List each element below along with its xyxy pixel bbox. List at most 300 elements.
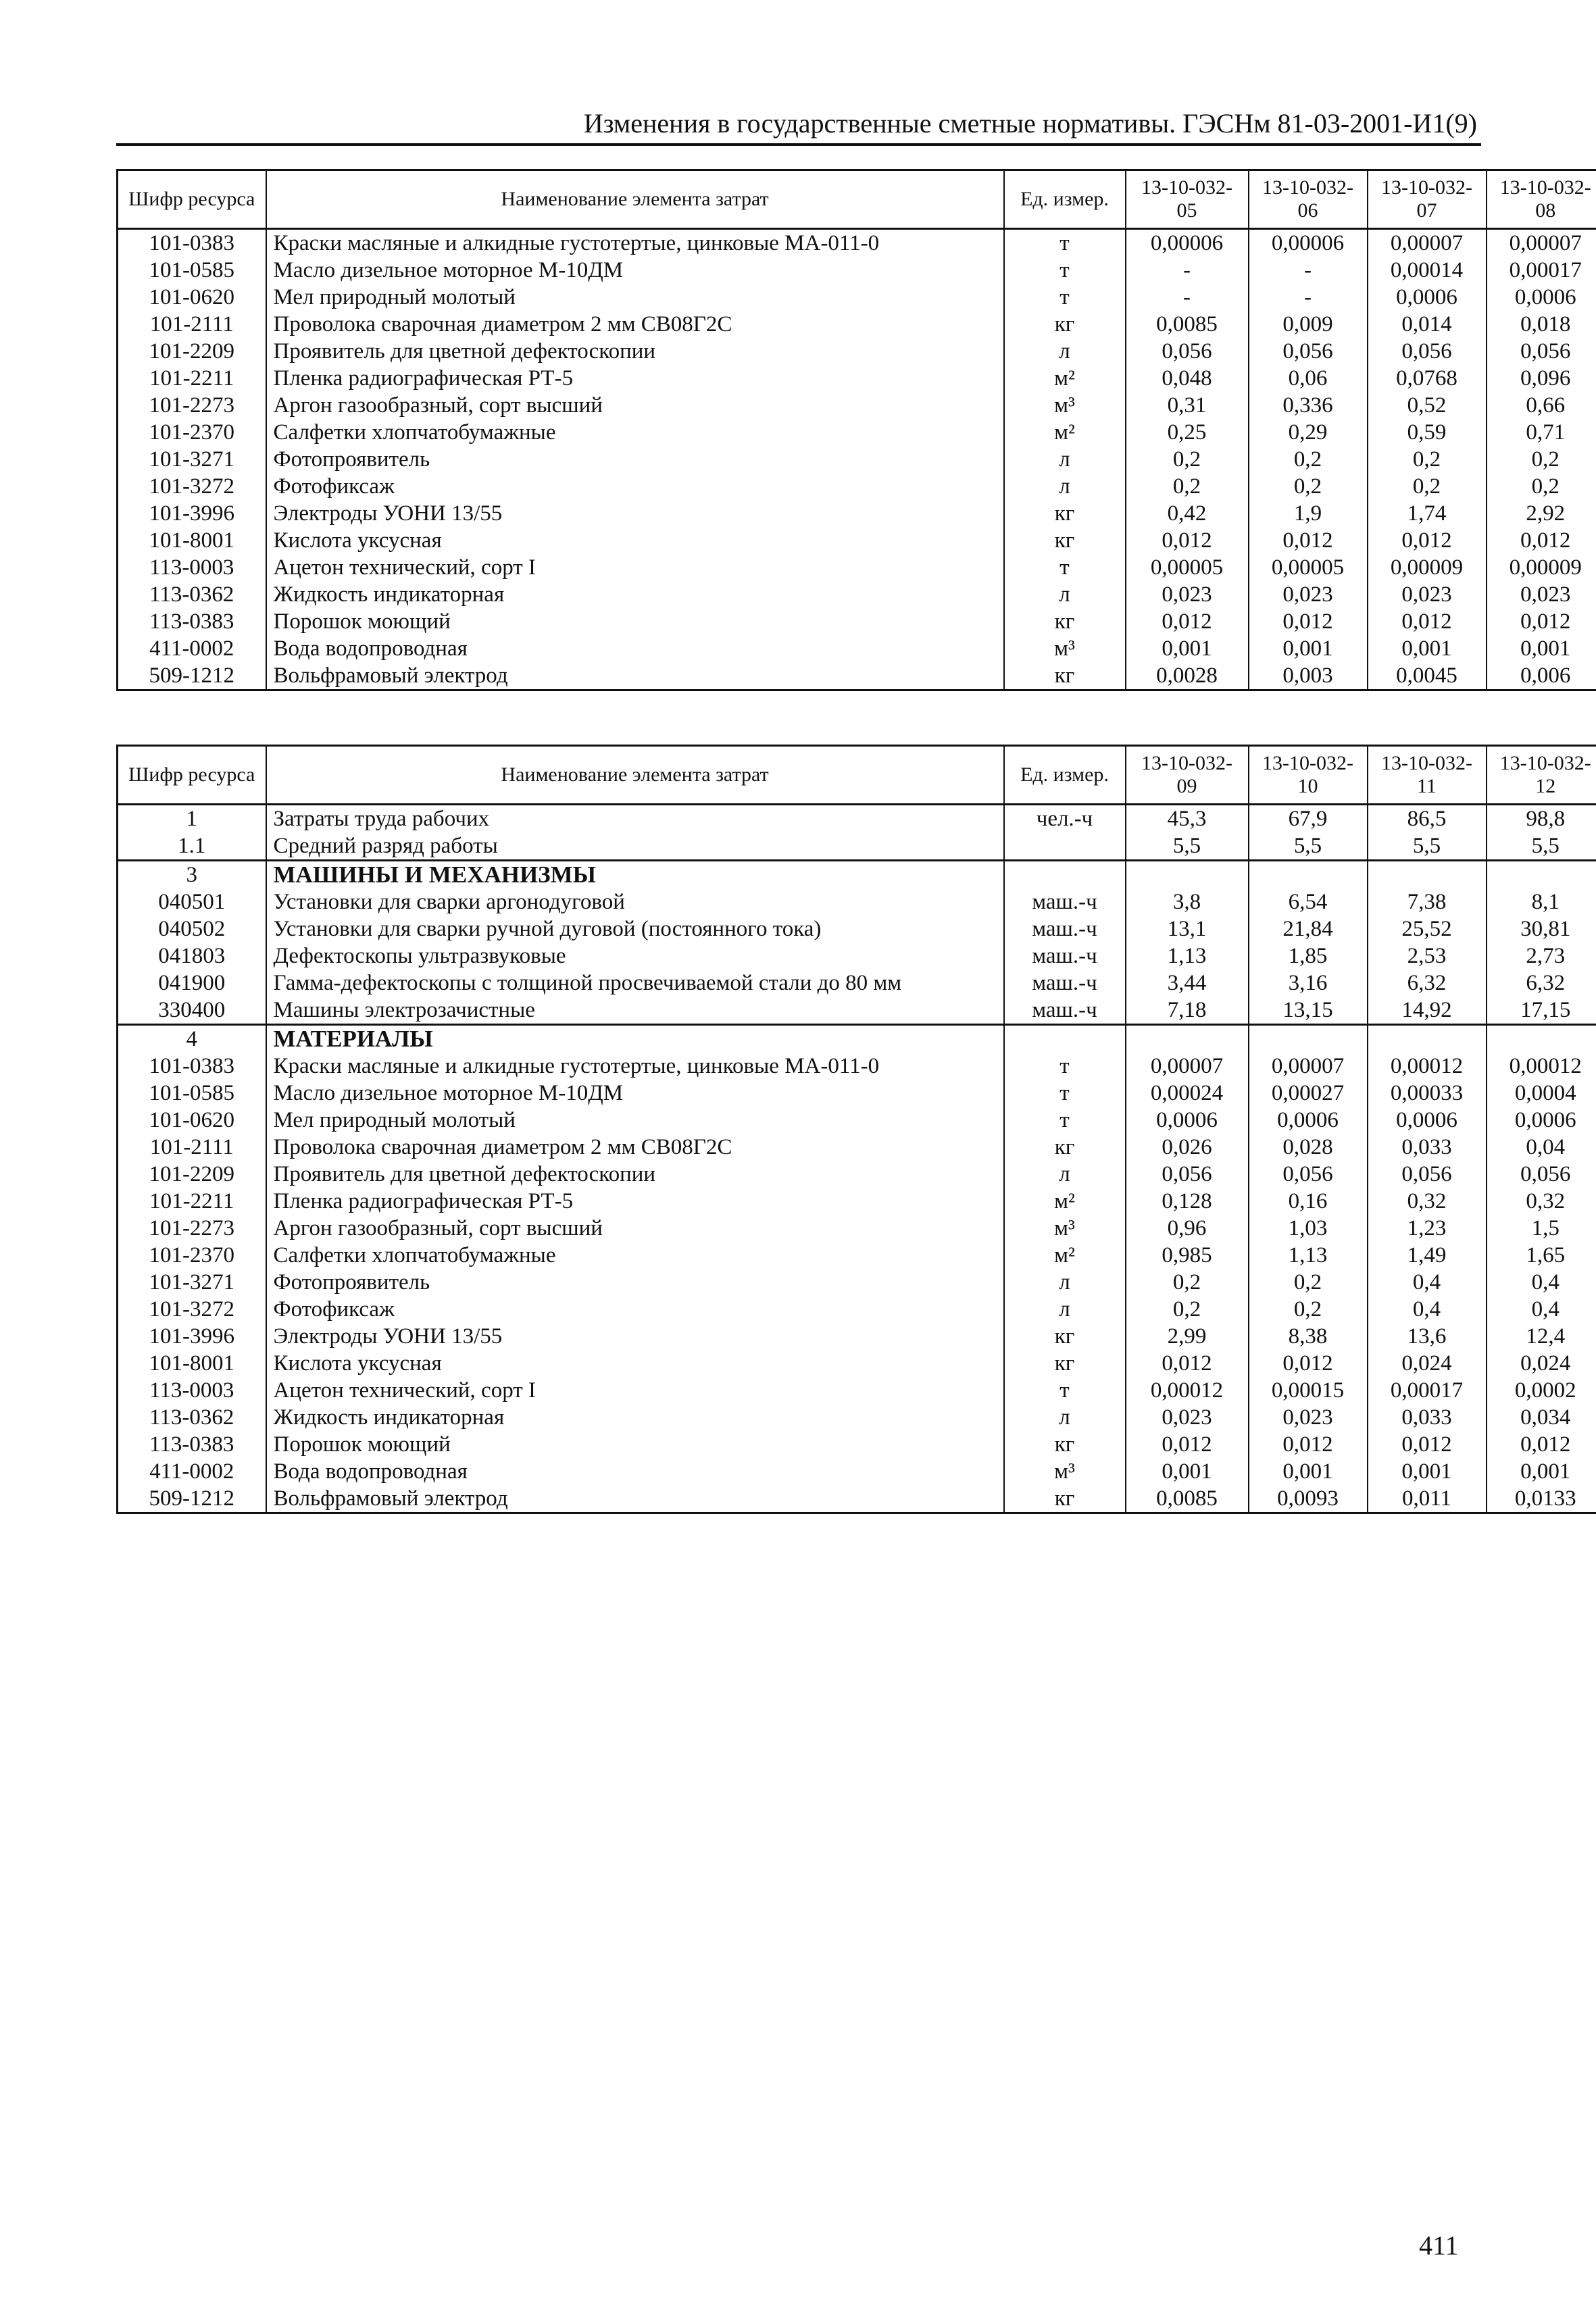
value-cell: 0,00017: [1368, 1377, 1487, 1404]
resource-name-cell: Установки для сварки аргонодуговой: [266, 888, 1004, 915]
unit-cell: л: [1004, 1296, 1126, 1323]
value-cell: 0,0085: [1126, 1485, 1249, 1513]
unit-cell: л: [1004, 338, 1126, 365]
table-row: [118, 1323, 1596, 1350]
value-cell: 0,2: [1487, 473, 1596, 500]
column-header-code: Шифр ресурса: [118, 746, 266, 805]
value-cell: 30,81: [1487, 915, 1596, 942]
table-row: [118, 1431, 1596, 1458]
unit-cell: т: [1004, 284, 1126, 311]
value-cell: 0,0045: [1368, 662, 1487, 690]
resource-name-cell: Гамма-дефектоскопы с толщиной просвечиваемой стали до 80 мм: [266, 970, 1004, 997]
table-header-row: [118, 746, 1596, 805]
section-row: [118, 861, 1596, 889]
value-cell: 0,00005: [1249, 554, 1368, 581]
resource-code-cell: 3: [118, 861, 266, 889]
table-row: [118, 1404, 1596, 1431]
value-cell: 98,8: [1487, 805, 1596, 833]
value-cell: 0,012: [1487, 608, 1596, 635]
value-cell: 0,056: [1126, 1161, 1249, 1188]
value-cell: 0,2: [1126, 446, 1249, 473]
column-header-norm: 13-10-032-12: [1487, 746, 1596, 805]
value-cell: 13,1: [1126, 915, 1249, 942]
value-cell: 0,0768: [1368, 365, 1487, 392]
value-cell: 86,5: [1368, 805, 1487, 833]
resource-code-cell: 101-2111: [118, 1134, 266, 1161]
resource-name-cell: Масло дизельное моторное М-10ДМ: [266, 257, 1004, 284]
value-cell: 0,012: [1487, 527, 1596, 554]
value-cell: 7,38: [1368, 888, 1487, 915]
value-cell: 14,92: [1368, 997, 1487, 1025]
unit-cell: л: [1004, 581, 1126, 608]
value-cell: [1368, 1025, 1487, 1053]
value-cell: 5,5: [1249, 832, 1368, 861]
table-row: [118, 608, 1596, 635]
value-cell: 1,13: [1249, 1242, 1368, 1269]
value-cell: 0,001: [1368, 1458, 1487, 1485]
value-cell: 0,52: [1368, 392, 1487, 419]
resource-name-cell: Проволока сварочная диаметром 2 мм СВ08Г2С: [266, 1134, 1004, 1161]
table-row: [118, 1242, 1596, 1269]
unit-cell: м²: [1004, 1242, 1126, 1269]
resource-code-cell: 101-0585: [118, 257, 266, 284]
resource-code-cell: 330400: [118, 997, 266, 1025]
value-cell: 0,0006: [1368, 284, 1487, 311]
unit-cell: [1004, 1025, 1126, 1053]
resource-name-cell: Электроды УОНИ 13/55: [266, 500, 1004, 527]
resource-name-cell: Средний разряд работы: [266, 832, 1004, 861]
column-header-norm: 13-10-032-09: [1126, 746, 1249, 805]
value-cell: 0,31: [1126, 392, 1249, 419]
value-cell: 0,2: [1249, 446, 1368, 473]
value-cell: 1,74: [1368, 500, 1487, 527]
value-cell: 13,6: [1368, 1323, 1487, 1350]
table-row: [118, 257, 1596, 284]
unit-cell: [1004, 861, 1126, 889]
resource-name-cell: Жидкость индикаторная: [266, 1404, 1004, 1431]
resource-name-cell: Вольфрамовый электрод: [266, 662, 1004, 690]
resource-name-cell: Фотофиксаж: [266, 1296, 1004, 1323]
value-cell: 0,4: [1368, 1269, 1487, 1296]
value-cell: 0,018: [1487, 311, 1596, 338]
resource-name-cell: Аргон газообразный, сорт высший: [266, 392, 1004, 419]
column-header-norm: 13-10-032-06: [1249, 170, 1368, 229]
unit-cell: кг: [1004, 1134, 1126, 1161]
resource-code-cell: 101-3996: [118, 1323, 266, 1350]
value-cell: 5,5: [1126, 832, 1249, 861]
value-cell: 0,2: [1126, 1269, 1249, 1296]
value-cell: 0,0006: [1368, 1107, 1487, 1134]
unit-cell: маш.-ч: [1004, 915, 1126, 942]
value-cell: 2,53: [1368, 942, 1487, 970]
value-cell: 0,056: [1368, 338, 1487, 365]
table-row: [118, 1107, 1596, 1134]
value-cell: 0,056: [1126, 338, 1249, 365]
resource-name-cell: Ацетон технический, сорт I: [266, 554, 1004, 581]
value-cell: 0,001: [1126, 635, 1249, 662]
value-cell: 0,16: [1249, 1188, 1368, 1215]
resource-name-cell: Фотопроявитель: [266, 446, 1004, 473]
value-cell: 0,023: [1249, 581, 1368, 608]
resource-code-cell: 101-2209: [118, 338, 266, 365]
unit-cell: чел.-ч: [1004, 805, 1126, 833]
unit-cell: т: [1004, 554, 1126, 581]
resource-code-cell: 101-2211: [118, 1188, 266, 1215]
unit-cell: кг: [1004, 1431, 1126, 1458]
value-cell: 0,012: [1249, 1350, 1368, 1377]
value-cell: 0,336: [1249, 392, 1368, 419]
value-cell: 0,023: [1126, 1404, 1249, 1431]
unit-cell: т: [1004, 1080, 1126, 1107]
resource-code-cell: 101-0383: [118, 229, 266, 257]
table-row: [118, 888, 1596, 915]
value-cell: 45,3: [1126, 805, 1249, 833]
value-cell: 0,00014: [1368, 257, 1487, 284]
value-cell: 0,06: [1249, 365, 1368, 392]
table-row: [118, 554, 1596, 581]
value-cell: 0,00007: [1487, 229, 1596, 257]
resource-code-cell: 1.1: [118, 832, 266, 861]
resource-name-cell: Салфетки хлопчатобумажные: [266, 1242, 1004, 1269]
value-cell: [1126, 861, 1249, 889]
column-header-norm: 13-10-032-11: [1368, 746, 1487, 805]
resource-code-cell: 4: [118, 1025, 266, 1053]
value-cell: 0,0002: [1487, 1377, 1596, 1404]
resource-code-cell: 101-2209: [118, 1161, 266, 1188]
value-cell: 0,001: [1368, 635, 1487, 662]
resource-name-cell: Фотопроявитель: [266, 1269, 1004, 1296]
unit-cell: т: [1004, 1053, 1126, 1080]
value-cell: 1,9: [1249, 500, 1368, 527]
value-cell: 0,048: [1126, 365, 1249, 392]
resource-name-cell: Затраты труда рабочих: [266, 805, 1004, 833]
unit-cell: л: [1004, 473, 1126, 500]
resource-name-cell: Порошок моющий: [266, 608, 1004, 635]
resource-code-cell: 509-1212: [118, 1485, 266, 1513]
resource-code-cell: 101-3272: [118, 473, 266, 500]
value-cell: 0,00012: [1487, 1053, 1596, 1080]
value-cell: 0,012: [1368, 1431, 1487, 1458]
table-row: [118, 446, 1596, 473]
value-cell: 1,85: [1249, 942, 1368, 970]
value-cell: 6,32: [1368, 970, 1487, 997]
value-cell: 2,92: [1487, 500, 1596, 527]
column-header-name: Наименование элемента затрат: [266, 170, 1004, 229]
resource-name-cell: Краски масляные и алкидные густотертые, цинковые МА-011-0: [266, 1053, 1004, 1080]
value-cell: 1,5: [1487, 1215, 1596, 1242]
value-cell: -: [1126, 257, 1249, 284]
resource-name-cell: Установки для сварки ручной дуговой (постоянного тока): [266, 915, 1004, 942]
value-cell: 0,0085: [1126, 311, 1249, 338]
unit-cell: л: [1004, 446, 1126, 473]
value-cell: 0,29: [1249, 419, 1368, 446]
unit-cell: кг: [1004, 1485, 1126, 1513]
value-cell: 1,65: [1487, 1242, 1596, 1269]
value-cell: 0,71: [1487, 419, 1596, 446]
resource-code-cell: 101-3271: [118, 446, 266, 473]
value-cell: 13,15: [1249, 997, 1368, 1025]
resource-code-cell: 101-3272: [118, 1296, 266, 1323]
value-cell: 0,00017: [1487, 257, 1596, 284]
table-row: [118, 392, 1596, 419]
value-cell: 5,5: [1368, 832, 1487, 861]
table-row: [118, 581, 1596, 608]
value-cell: 0,00007: [1126, 1053, 1249, 1080]
table-row: [118, 1377, 1596, 1404]
resource-name-cell: Вода водопроводная: [266, 1458, 1004, 1485]
value-cell: 0,024: [1487, 1350, 1596, 1377]
unit-cell: м²: [1004, 365, 1126, 392]
unit-cell: кг: [1004, 311, 1126, 338]
value-cell: 0,2: [1249, 473, 1368, 500]
value-cell: 0,056: [1368, 1161, 1487, 1188]
value-cell: 0,00009: [1368, 554, 1487, 581]
unit-cell: [1004, 832, 1126, 861]
page-header: [116, 101, 1481, 146]
value-cell: -: [1249, 284, 1368, 311]
resource-name-cell: Пленка радиографическая РТ-5: [266, 365, 1004, 392]
value-cell: [1249, 1025, 1368, 1053]
unit-cell: кг: [1004, 662, 1126, 690]
unit-cell: т: [1004, 1377, 1126, 1404]
value-cell: 12,4: [1487, 1323, 1596, 1350]
value-cell: 0,32: [1368, 1188, 1487, 1215]
value-cell: 0,012: [1249, 608, 1368, 635]
norms-table-1: [116, 169, 1596, 691]
value-cell: 1,23: [1368, 1215, 1487, 1242]
table-row: [118, 1296, 1596, 1323]
value-cell: 0,012: [1126, 1350, 1249, 1377]
table-row: [118, 311, 1596, 338]
norms-table-2: [116, 745, 1596, 1514]
value-cell: 0,001: [1126, 1458, 1249, 1485]
value-cell: 0,00027: [1249, 1080, 1368, 1107]
resource-name-cell: Кислота уксусная: [266, 527, 1004, 554]
column-header-unit: Ед. измер.: [1004, 746, 1126, 805]
column-header-norm: 13-10-032-05: [1126, 170, 1249, 229]
resource-code-cell: 1: [118, 805, 266, 833]
value-cell: 3,44: [1126, 970, 1249, 997]
value-cell: 0,012: [1249, 527, 1368, 554]
value-cell: 0,011: [1368, 1485, 1487, 1513]
resource-code-cell: 101-8001: [118, 527, 266, 554]
resource-name-cell: Машины электрозачистные: [266, 997, 1004, 1025]
value-cell: 0,0006: [1487, 1107, 1596, 1134]
value-cell: 0,66: [1487, 392, 1596, 419]
unit-cell: кг: [1004, 1323, 1126, 1350]
value-cell: 0,00007: [1249, 1053, 1368, 1080]
table-row: [118, 1350, 1596, 1377]
resource-code-cell: 101-8001: [118, 1350, 266, 1377]
value-cell: -: [1126, 284, 1249, 311]
value-cell: 0,00005: [1126, 554, 1249, 581]
value-cell: 0,128: [1126, 1188, 1249, 1215]
resource-name-cell: Проявитель для цветной дефектоскопии: [266, 1161, 1004, 1188]
section-row: [118, 1025, 1596, 1053]
value-cell: 1,49: [1368, 1242, 1487, 1269]
value-cell: 0,25: [1126, 419, 1249, 446]
table-row: [118, 662, 1596, 690]
resource-name-cell: Мел природный молотый: [266, 1107, 1004, 1134]
resource-code-cell: 113-0383: [118, 1431, 266, 1458]
value-cell: 0,04: [1487, 1134, 1596, 1161]
value-cell: 0,4: [1368, 1296, 1487, 1323]
value-cell: 0,96: [1126, 1215, 1249, 1242]
value-cell: 0,024: [1368, 1350, 1487, 1377]
resource-name-cell: Электроды УОНИ 13/55: [266, 1323, 1004, 1350]
value-cell: 0,012: [1487, 1431, 1596, 1458]
value-cell: 0,00012: [1126, 1377, 1249, 1404]
value-cell: 3,16: [1249, 970, 1368, 997]
value-cell: 0,023: [1126, 581, 1249, 608]
value-cell: 7,18: [1126, 997, 1249, 1025]
resource-name-cell: Аргон газообразный, сорт высший: [266, 1215, 1004, 1242]
resource-name-cell: Проволока сварочная диаметром 2 мм СВ08Г2С: [266, 311, 1004, 338]
resource-name-cell: МАТЕРИАЛЫ: [266, 1025, 1004, 1053]
column-header-norm: 13-10-032-07: [1368, 170, 1487, 229]
value-cell: 0,00006: [1126, 229, 1249, 257]
document-title: Изменения в государственные сметные нормативы. ГЭСНм 81-03-2001-И1(9): [583, 108, 1477, 139]
resource-code-cell: 113-0003: [118, 554, 266, 581]
value-cell: 0,2: [1487, 446, 1596, 473]
table-row: [118, 1053, 1596, 1080]
unit-cell: т: [1004, 257, 1126, 284]
table-row: [118, 942, 1596, 970]
value-cell: 0,012: [1368, 608, 1487, 635]
value-cell: 0,009: [1249, 311, 1368, 338]
value-cell: 0,42: [1126, 500, 1249, 527]
resource-code-cell: 113-0383: [118, 608, 266, 635]
table-row: [118, 1161, 1596, 1188]
value-cell: 0,001: [1249, 1458, 1368, 1485]
value-cell: -: [1249, 257, 1368, 284]
value-cell: 0,023: [1368, 581, 1487, 608]
value-cell: 0,012: [1126, 1431, 1249, 1458]
value-cell: 0,028: [1249, 1134, 1368, 1161]
value-cell: 0,00012: [1368, 1053, 1487, 1080]
column-header-code: Шифр ресурса: [118, 170, 266, 229]
value-cell: [1126, 1025, 1249, 1053]
unit-cell: л: [1004, 1161, 1126, 1188]
resource-code-cell: 101-2370: [118, 1242, 266, 1269]
value-cell: 3,8: [1126, 888, 1249, 915]
value-cell: [1249, 861, 1368, 889]
unit-cell: м³: [1004, 392, 1126, 419]
table-row: [118, 1215, 1596, 1242]
value-cell: 0,985: [1126, 1242, 1249, 1269]
value-cell: 2,99: [1126, 1323, 1249, 1350]
value-cell: 0,2: [1368, 473, 1487, 500]
value-cell: 0,0133: [1487, 1485, 1596, 1513]
value-cell: 0,0093: [1249, 1485, 1368, 1513]
table-row: [118, 527, 1596, 554]
value-cell: 1,13: [1126, 942, 1249, 970]
unit-cell: кг: [1004, 1350, 1126, 1377]
value-cell: 8,38: [1249, 1323, 1368, 1350]
resource-name-cell: Дефектоскопы ультразвуковые: [266, 942, 1004, 970]
value-cell: 0,001: [1487, 635, 1596, 662]
resource-name-cell: Порошок моющий: [266, 1431, 1004, 1458]
table-row: [118, 1134, 1596, 1161]
resource-code-cell: 101-0585: [118, 1080, 266, 1107]
value-cell: 0,033: [1368, 1134, 1487, 1161]
value-cell: 0,2: [1249, 1269, 1368, 1296]
table-row: [118, 284, 1596, 311]
table-row: [118, 419, 1596, 446]
value-cell: 0,0006: [1487, 284, 1596, 311]
table-row: [118, 1269, 1596, 1296]
unit-cell: маш.-ч: [1004, 997, 1126, 1025]
value-cell: [1487, 861, 1596, 889]
table-row: [118, 997, 1596, 1025]
unit-cell: м³: [1004, 1458, 1126, 1485]
value-cell: 0,012: [1126, 527, 1249, 554]
unit-cell: кг: [1004, 500, 1126, 527]
value-cell: 67,9: [1249, 805, 1368, 833]
table-row: [118, 1458, 1596, 1485]
table-row: [118, 1485, 1596, 1513]
value-cell: 0,00015: [1249, 1377, 1368, 1404]
resource-code-cell: 101-3271: [118, 1269, 266, 1296]
unit-cell: кг: [1004, 527, 1126, 554]
unit-cell: м²: [1004, 1188, 1126, 1215]
unit-cell: л: [1004, 1404, 1126, 1431]
table-row: [118, 365, 1596, 392]
value-cell: 0,2: [1368, 446, 1487, 473]
value-cell: 0,00033: [1368, 1080, 1487, 1107]
value-cell: 0,012: [1368, 527, 1487, 554]
resource-name-cell: Вольфрамовый электрод: [266, 1485, 1004, 1513]
value-cell: 6,32: [1487, 970, 1596, 997]
value-cell: 0,00009: [1487, 554, 1596, 581]
value-cell: 0,056: [1487, 1161, 1596, 1188]
unit-cell: м³: [1004, 635, 1126, 662]
value-cell: 21,84: [1249, 915, 1368, 942]
value-cell: [1487, 1025, 1596, 1053]
table-row: [118, 832, 1596, 861]
resource-name-cell: Ацетон технический, сорт I: [266, 1377, 1004, 1404]
unit-cell: м²: [1004, 419, 1126, 446]
value-cell: 0,012: [1249, 1431, 1368, 1458]
resource-name-cell: Проявитель для цветной дефектоскопии: [266, 338, 1004, 365]
resource-code-cell: 040501: [118, 888, 266, 915]
unit-cell: т: [1004, 1107, 1126, 1134]
resource-name-cell: Салфетки хлопчатобумажные: [266, 419, 1004, 446]
table-row: [118, 1188, 1596, 1215]
table-row: [118, 229, 1596, 257]
resource-code-cell: 101-2273: [118, 1215, 266, 1242]
value-cell: 0,056: [1249, 1161, 1368, 1188]
value-cell: 0,59: [1368, 419, 1487, 446]
table-row: [118, 970, 1596, 997]
resource-name-cell: Вода водопроводная: [266, 635, 1004, 662]
value-cell: 0,096: [1487, 365, 1596, 392]
resource-code-cell: 101-3996: [118, 500, 266, 527]
value-cell: 0,023: [1249, 1404, 1368, 1431]
unit-cell: маш.-ч: [1004, 970, 1126, 997]
table-row: [118, 473, 1596, 500]
resource-name-cell: МАШИНЫ И МЕХАНИЗМЫ: [266, 861, 1004, 889]
resource-code-cell: 101-0383: [118, 1053, 266, 1080]
value-cell: 0,0028: [1126, 662, 1249, 690]
value-cell: [1368, 861, 1487, 889]
value-cell: 0,033: [1368, 1404, 1487, 1431]
value-cell: 0,32: [1487, 1188, 1596, 1215]
resource-code-cell: 041803: [118, 942, 266, 970]
table-row: [118, 805, 1596, 833]
resource-code-cell: 101-2370: [118, 419, 266, 446]
column-header-name: Наименование элемента затрат: [266, 746, 1004, 805]
